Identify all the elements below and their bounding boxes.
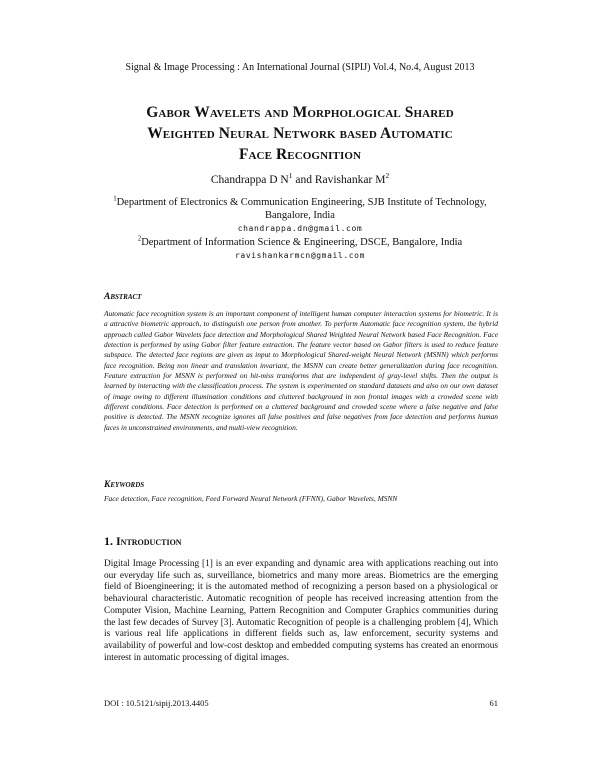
author-2-superscript: 2: [385, 171, 390, 181]
author-1-name: Chandrappa D N: [210, 174, 289, 186]
author-1-superscript: 1: [288, 171, 293, 181]
abstract-heading: Abstract: [104, 292, 142, 302]
affiliation-1-line-1: Department of Electronics & Communication Engineering, SJB Institute of Technology,: [116, 197, 487, 208]
abstract-body: Automatic face recognition system is an important component of intelligent human computer interaction systems for biometric. It is a attractive biometric approach, to distinguish one person from another. To perform Automatic face recognition system, the hybrid approach called Gabor Wavelets face detection and Morphological Shared Weighted Neural Network based Face Recognition. Face detection is performed by using Gabor filter feature extraction. The feature vector based on Gabor filters is used to reduce feature subspace. The detected face regions are given as input to Morphological Shared-weight Neural Network (MSNN) which performs face recognition. Being non linear and translation invariant, the MSNN can create better generalization during face recognition. Feature extraction for MSNN is performed on hit-miss transforms that are independent of gray-level shifts. Then the output is learned by interacting with the classification process. The system is experimented on standard datasets and also on our own dataset of image owing to different illumination conditions and cluttered background in non frontal images with a crowded scene with different conditions. Face detection is performed on a cluttered background and crowded scene where a false negative and false positive is detected. The MSNN recognize ignores all false positives and false negatives from face detection and performs human faces in unconstrained environments, and multi-view recognition.: [104, 309, 498, 432]
doi-footer: DOI : 10.5121/sipij.2013.4405: [104, 698, 209, 708]
author-line: [0, 171, 600, 186]
keywords-body: Face detection, Face recognition, Feed Forward Neural Network (FFNN), Gabor Wavelets, MSNN: [104, 494, 398, 503]
paper-title: [60, 102, 540, 165]
affiliation-2: [100, 236, 500, 249]
affiliation-2-superscript: 2: [137, 235, 142, 243]
affiliation-2-line-1: Department of Information Science & Engineering, DSCE, Bangalore, India: [141, 237, 463, 248]
page-number: 61: [489, 698, 498, 708]
title-line-3: Face Recognition: [238, 146, 362, 163]
journal-header: Signal & Image Processing : An International Journal (SIPIJ) Vol.4, No.4, August 2013: [125, 62, 475, 73]
affiliation-1-line-2: Bangalore, India: [265, 210, 335, 221]
title-line-2: Weighted Neural Network based Automatic: [147, 125, 453, 142]
affiliation-1-superscript: 1: [113, 195, 117, 203]
introduction-heading: 1. Introduction: [104, 534, 182, 548]
affiliation-1: [100, 196, 500, 222]
title-line-1: Gabor Wavelets and Morphological Shared: [146, 104, 454, 121]
email-1-link[interactable]: chandrappa.dn@gmail.com: [237, 224, 363, 233]
email-2-link[interactable]: ravishankarmcn@gmail.com: [235, 251, 365, 260]
keywords-heading: Keywords: [104, 480, 145, 490]
introduction-body: Digital Image Processing [1] is an ever expanding and dynamic area with applications reaching out into our everyday life such as, surveillance, biometrics and many more areas. Biometrics are the emerging field of Bioengineering; it is the automated method of recognizing a person based on a physiological or behavioural characteristic. Automatic recognition of people has received increasing attention from the Computer Vision, Machine Learning, Pattern Recognition and Computer Graphics communities during the last few decades of Survey [3]. Automatic Recognition of people is a challenging problem [4], Which is various real life applications in different fields such as, law enforcement, security systems and availability of powerful and low-cost desktop and embedded computing systems has created an enormous interest in automatic processing of digital images.: [104, 559, 498, 663]
author-2-name: and Ravishankar M: [292, 174, 386, 186]
